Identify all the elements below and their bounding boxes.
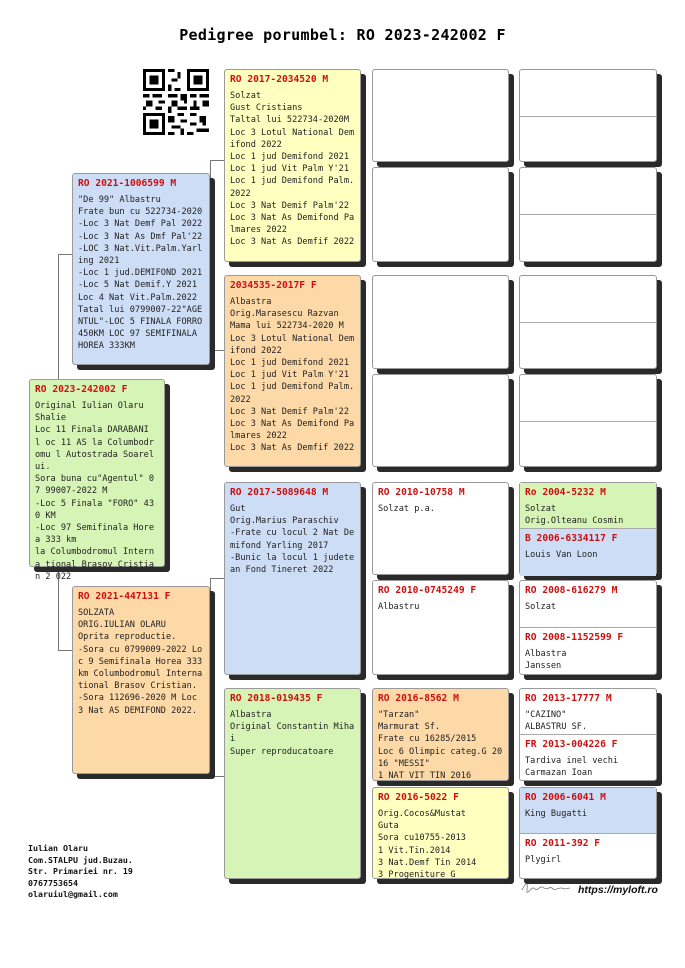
connector-line xyxy=(58,254,72,255)
pigeon-card-gen5-pair[interactable] xyxy=(519,688,657,781)
pigeon-card-sire[interactable] xyxy=(72,173,210,365)
pigeon-card-sire-dam[interactable] xyxy=(224,275,361,467)
ring-number: FR 2013-004226 F xyxy=(525,739,618,750)
pigeon-description: "CAZINO" ALBASTRU SF. xyxy=(525,710,588,733)
pigeon-card-gen5[interactable] xyxy=(520,483,656,528)
pigeon-description: Gut Orig.Marius Paraschiv -Frate cu locul 2 Nat De mifond Yarling 2017 -Bunic la locul 1 judete an Fond Tineret 2022 xyxy=(230,504,355,576)
pigeon-card-gen5[interactable] xyxy=(520,528,656,576)
pigeon-card-gen5-pair[interactable] xyxy=(519,787,657,879)
pigeon-description: Louis Van Loon xyxy=(525,550,598,560)
pigeon-description: Solzat xyxy=(525,602,557,612)
connector-line xyxy=(58,254,59,384)
owner-phone: 0767753654 xyxy=(28,877,78,888)
pigeon-description: Orig.Cocos&Mustat Guta Sora cu10755-2013 1 Vit.Tin.2014 3 Nat.Demf Tin 2014 3 Progeniture G xyxy=(378,809,477,881)
pigeon-description: King Bugatti xyxy=(525,809,588,819)
ring-number: RO 2008-616279 M xyxy=(525,585,618,596)
connector-line xyxy=(210,160,224,161)
ring-number: RO 2011-392 F xyxy=(525,838,601,849)
signature-icon xyxy=(520,880,572,894)
owner-address: Com.STALPU jud.Buzau. xyxy=(28,854,133,865)
ring-number: RO 2006-6041 M xyxy=(525,792,606,803)
pigeon-description: Solzat Orig.Olteanu Cosmin xyxy=(525,504,624,527)
pigeon-card-gen4[interactable] xyxy=(372,580,509,675)
website-link[interactable]: https://myloft.ro xyxy=(578,884,658,896)
pigeon-card-gen4[interactable] xyxy=(372,688,509,781)
pigeon-description: Original Iulian Olaru Shalie Loc 11 Finala DARABANI l oc 11 AS la Columbodromu l Autostrada Soarelui. Sora buna cu"Agentul" 07 99007-2022 M -Loc 5 Finala "FORO" 430 KM -Loc 97 Semifinala Horea 333 km la Columbodromul Interna tional Brasov Cristian 2 022 xyxy=(35,401,154,582)
connector-line xyxy=(210,350,224,351)
pigeon-description: "Tarzan" Marmurat Sf. Frate cu 16285/2015 Loc 6 Olimpic categ.G 2016 "MESSI" 1 NAT VIT TIN 2016 xyxy=(378,710,503,782)
pigeon-description: Albastru xyxy=(378,602,420,612)
pigeon-card-empty[interactable] xyxy=(372,69,509,162)
ring-number: RO 2008-1152599 F xyxy=(525,632,624,643)
pigeon-card-empty[interactable] xyxy=(519,374,657,467)
pigeon-card-dam-sire[interactable] xyxy=(224,482,361,675)
pigeon-card-subject[interactable] xyxy=(29,379,165,582)
pigeon-card-gen4[interactable] xyxy=(372,787,509,879)
ring-number: RO 2017-5089648 M xyxy=(230,487,329,498)
owner-name: Iulian Olaru xyxy=(28,843,88,853)
pigeon-description: Albastra Janssen xyxy=(525,649,567,672)
connector-line xyxy=(210,160,211,350)
page-title: Pedigree porumbel: RO 2023-242002 F xyxy=(179,26,506,44)
pigeon-card-dam-dam[interactable] xyxy=(224,688,361,879)
ring-number: B 2006-6334117 F xyxy=(525,533,618,544)
pigeon-card-gen5[interactable] xyxy=(520,627,656,676)
ring-number: RO 2010-10758 M xyxy=(378,487,465,498)
pigeon-card-gen5[interactable] xyxy=(520,833,656,880)
ring-number: RO 2021-1006599 M xyxy=(78,178,177,189)
pigeon-card-empty[interactable] xyxy=(372,167,509,262)
ring-number: RO 2023-242002 F xyxy=(35,384,128,395)
ring-number: RO 2010-0745249 F xyxy=(378,585,477,596)
owner-info xyxy=(28,843,133,901)
pigeon-card-empty[interactable] xyxy=(519,69,657,162)
pigeon-description: "De 99" Albastru Frate bun cu 522734-2020 -Loc 3 Nat Demf Pal 2022 -Loc 3 Nat As Dmf Pal'22 -LOC 3 Nat.Vit.Palm.Yarl ing 2021 -Loc 1 jud.DEMIFOND 2021 -Loc 5 Nat Demif.Y 2021 Loc 4 Nat Vit.Palm.2022 Tatal lui 0799007-22"AGE NTUL"-LOC 5 FINALA FORRO 450KM LOC 97 SEMIFINALA HOREA 333KM xyxy=(78,195,203,352)
pigeon-card-empty[interactable] xyxy=(372,275,509,369)
pigeon-card-empty[interactable] xyxy=(519,167,657,262)
connector-line xyxy=(210,776,224,777)
pigeon-description: Tardiva inel vechi Carmazan Ioan xyxy=(525,756,619,779)
ring-number: Ro 2004-5232 M xyxy=(525,487,606,498)
pigeon-card-empty[interactable] xyxy=(372,374,509,467)
connector-line xyxy=(58,650,72,651)
pigeon-card-empty[interactable] xyxy=(519,275,657,369)
pigeon-card-gen5[interactable] xyxy=(520,734,656,782)
ring-number: RO 2016-5022 F xyxy=(378,792,459,803)
pigeon-description: Solzat Gust Cristians Taltal lui 522734-2020M Loc 3 Lotul National Dem ifond 2022 Loc 1 jud Demifond 2021 Loc 1 jud Vit Palm Y'21 Loc 1 jud Demifond Palm. 2022 Loc 3 Nat Demif Palm'22 Loc 3 Nat As Demifond Pa lmares 2022 Loc 3 Nat As Demfif 2022 xyxy=(230,91,355,248)
pigeon-card-gen5[interactable] xyxy=(520,581,656,627)
pigeon-card-gen4[interactable] xyxy=(372,482,509,575)
pigeon-card-sire-sire[interactable] xyxy=(224,69,361,262)
qr-code-icon xyxy=(143,69,209,135)
pigeon-card-gen5[interactable] xyxy=(520,788,656,833)
ring-number: 2034535-2017F F xyxy=(230,280,317,291)
ring-number: RO 2018-019435 F xyxy=(230,693,323,704)
pigeon-description: Albastra Orig.Marasescu Razvan Mama lui 522734-2020 M Loc 3 Lotul National Dem ifond 2022 Loc 1 jud Demifond 2021 Loc 1 jud Vit Palm Y'21 Loc 1 jud Demifond Palm. 2022 Loc 3 Nat Demif Palm'22 Loc 3 Nat As Demifond Pa lmares 2022 Loc 3 Nat As Demfif 2022 xyxy=(230,297,355,454)
owner-email[interactable]: olaruiul@gmail.com xyxy=(28,889,118,900)
ring-number: RO 2013-17777 M xyxy=(525,693,612,704)
ring-number: RO 2016-8562 M xyxy=(378,693,459,704)
pigeon-card-gen5-pair[interactable] xyxy=(519,580,657,675)
pigeon-description: Albastra Original Constantin Miha i Super reproducatoare xyxy=(230,710,355,757)
pigeon-card-dam[interactable] xyxy=(72,586,210,774)
pigeon-card-gen5[interactable] xyxy=(520,689,656,734)
pigeon-card-gen5-pair[interactable] xyxy=(519,482,657,575)
ring-number: RO 2021-447131 F xyxy=(78,591,171,602)
pigeon-description: Plygirl xyxy=(525,855,562,865)
pigeon-description: SOLZATA ORIG.IULIAN OLARU Oprita reproductie. -Sora cu 0799009-2022 Lo c 9 Semifinala Horea 333 km Columbodromul Interna tional Brasov Cristian. -Sora 112696-2020 M Loc 3 Nat AS DEMIFOND 2022. xyxy=(78,608,203,716)
pigeon-description: Solzat p.a. xyxy=(378,504,435,514)
owner-street: Str. Primariei nr. 19 xyxy=(28,866,133,877)
ring-number: RO 2017-2034520 M xyxy=(230,74,329,85)
connector-line xyxy=(210,578,224,579)
connector-line xyxy=(210,578,211,776)
